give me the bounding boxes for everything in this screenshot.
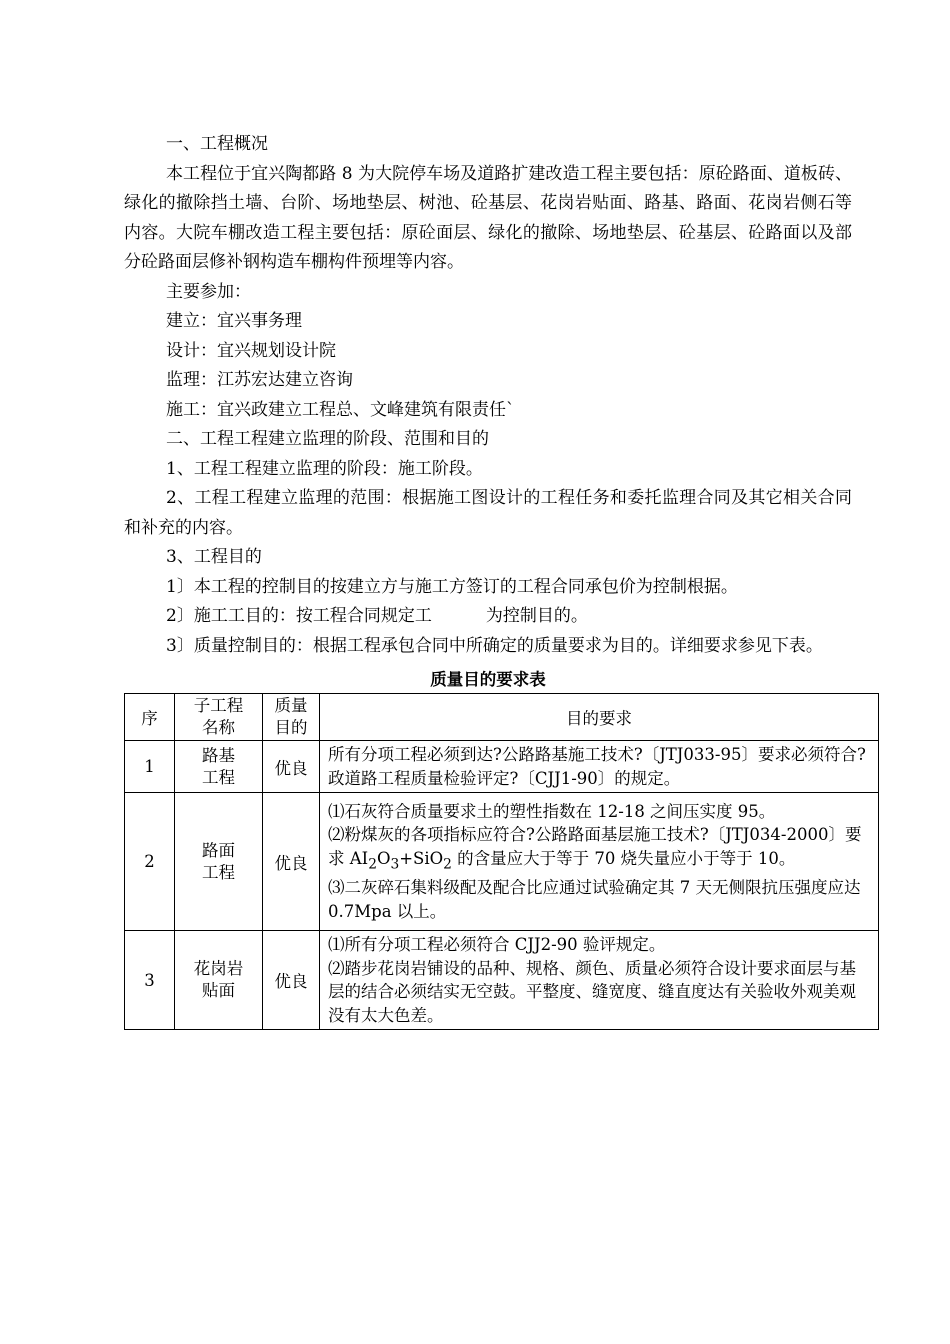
header-req: 目的要求	[320, 694, 879, 741]
row-name: 路基 工程	[175, 741, 263, 793]
row-seq: 1	[125, 741, 175, 793]
row-seq: 3	[125, 931, 175, 1030]
header-quality: 质量 目的	[263, 694, 320, 741]
section-2-item-3: 3、工程目的	[166, 547, 262, 567]
table-title: 质量目的要求表	[430, 670, 546, 689]
row-name: 路面 工程	[175, 793, 263, 931]
goal-3: 3〕质量控制目的：根据工程承包合同中所确定的质量要求为目的。详细要求参见下表。	[166, 635, 823, 656]
req-item-2: ⑵踏步花岗岩铺设的品种、规格、颜色、质量必须符合设计要求面层与基层的结合必须结实无空鼓。平整度、缝宽度、缝直度达有关验收外观美观没有太大色差。	[328, 958, 856, 1025]
req-item-1: ⑴石灰符合质量要求土的塑性指数在 12-18 之间压实度 95。	[328, 801, 776, 821]
section-1-body: 本工程位于宜兴陶都路 8 为大院停车场及道路扩建改造工程主要包括：原砼路面、道板砖、绿化的撤除挡土墙、台阶、场地垫层、树池、砼基层、花岗岩贴面、路基、路面、花岗岩侧石等内容。大院车棚改造工程主要包括：原砼面层、绿化的撤除、场地垫层、砼基层、砼路面以及部分砼路面层修补钢构造车棚构件预埋等内容。	[124, 163, 852, 272]
section-2-title: 二、工程工程建立监理的阶段、范围和目的	[166, 429, 489, 449]
table-row	[125, 741, 879, 793]
section-2-item-1: 1、工程工程建立监理的阶段：施工阶段。	[166, 458, 483, 479]
participant-design: 设计：宜兴规划设计院	[166, 340, 336, 361]
row-quality: 优良	[263, 793, 320, 931]
row-quality: 优良	[263, 741, 320, 793]
participant-construct: 施工：宜兴政建立工程总、文峰建筑有限责任`	[166, 399, 515, 420]
participant-build: 建立：宜兴事务理	[166, 311, 302, 331]
table-header-row	[125, 694, 879, 741]
row-seq: 2	[125, 793, 175, 931]
goal-2-part-b: 为控制目的。	[485, 606, 588, 626]
document-page	[124, 130, 866, 1030]
row-quality: 优良	[263, 931, 320, 1030]
goal-1: 1〕本工程的控制目的按建立方与施工方签订的工程合同承包价为控制根据。	[166, 576, 738, 597]
header-seq: 序	[125, 694, 175, 741]
req-item-1: ⑴所有分项工程必须符合 CJJ2-90 验评规定。	[328, 935, 666, 954]
section-2-item-2: 2、工程工程建立监理的范围：根据施工图设计的工程任务和委托监理合同及其它相关合同和补充的内容。	[124, 488, 852, 538]
row-req	[320, 931, 879, 1030]
req-item-3: ⑶二灰碎石集料级配及配合比应通过试验确定其 7 天无侧限抗压强度应达 0.7Mpa 以上。	[328, 878, 861, 921]
row-req: 所有分项工程必须到达?公路路基施工技术?〔JTJ033-95〕要求必须符合?政道路工程质量检验评定?〔CJJ1-90〕的规定。	[320, 741, 879, 793]
goal-2	[124, 602, 852, 632]
table-row	[125, 931, 879, 1030]
table-row	[125, 793, 879, 931]
header-name: 子工程 名称	[175, 694, 263, 741]
req-item-2: ⑵粉煤灰的各项指标应符合?公路路面基层施工技术?〔JTJ034-2000〕要求 $AI_2O_3+SiO_2$ 的含量应大于等于 70 烧失量应小于等于 10。	[328, 825, 862, 872]
row-req	[320, 793, 879, 931]
participants-title: 主要参加：	[166, 281, 251, 302]
section-1-title: 一、工程概况	[166, 134, 268, 154]
row-name: 花岗岩 贴面	[175, 931, 263, 1030]
goal-2-part-a: 2〕施工工目的：按工程合同规定工	[166, 606, 432, 626]
participant-supervise: 监理：江苏宏达建立咨询	[166, 370, 353, 390]
quality-table	[124, 693, 879, 1030]
